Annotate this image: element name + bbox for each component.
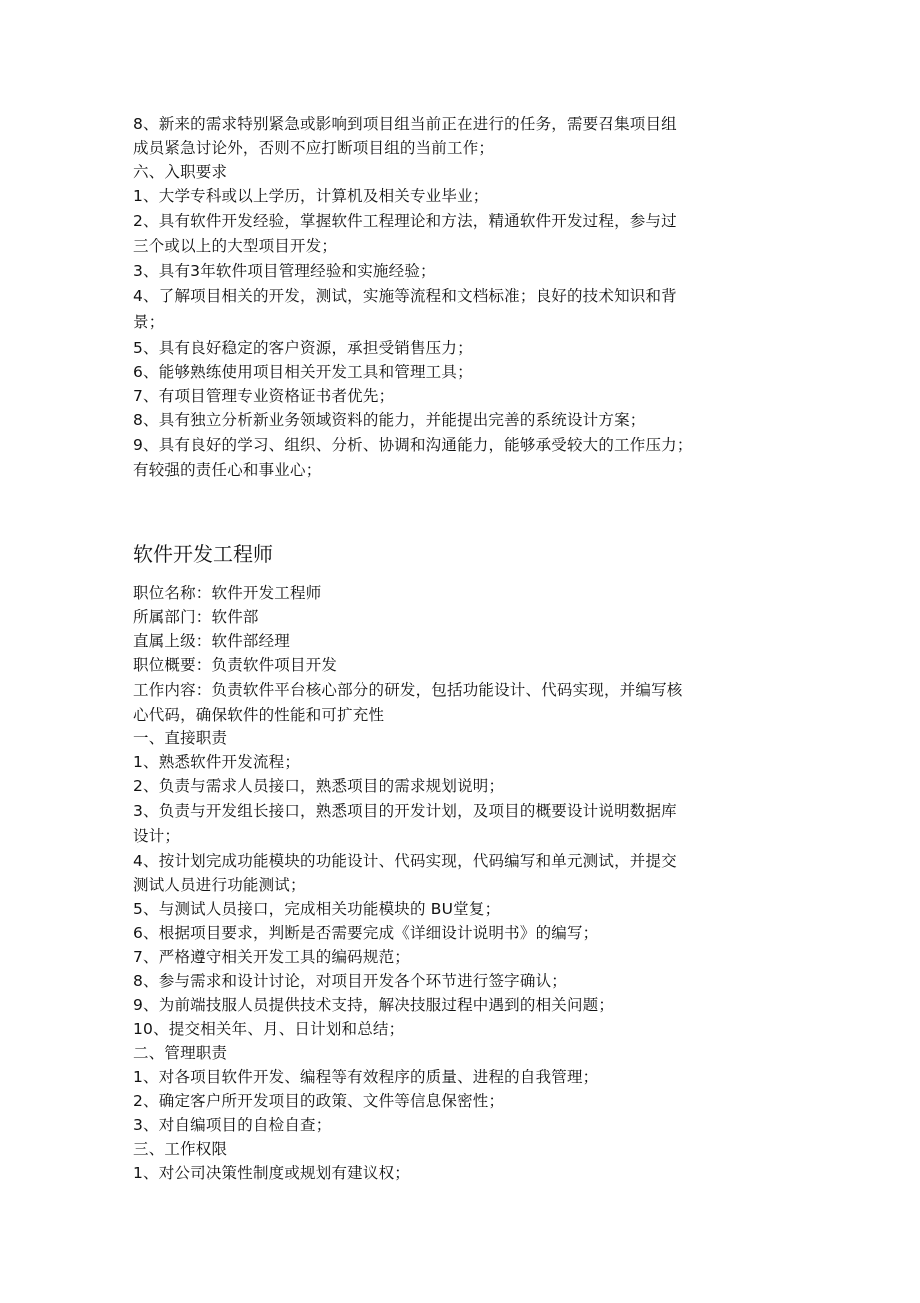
text-line: 7、严格遵守相关开发工具的编码规范； <box>133 948 410 966</box>
text-line: 10、提交相关年、月、日计划和总结； <box>133 1020 405 1038</box>
text-line: 8、新来的需求特别紧急或影响到项目组当前正在进行的任务，需要召集项目组 <box>133 115 677 133</box>
text-line: 2、负责与需求人员接口，熟悉项目的需求规划说明； <box>133 777 505 795</box>
text-line: 所属部门：软件部 <box>133 608 259 626</box>
text-line: 有较强的责任心和事业心； <box>133 461 322 479</box>
text-line: 1、对公司决策性制度或规划有建议权； <box>133 1164 410 1182</box>
text-line: 直属上级：软件部经理 <box>133 632 291 650</box>
text-line: 设计； <box>133 827 181 845</box>
text-line: 9、具有良好的学习、组织、分析、协调和沟通能力，能够承受较大的工作压力； <box>133 436 693 454</box>
section-heading: 一、直接职责 <box>133 729 228 747</box>
section-heading: 二、管理职责 <box>133 1044 228 1062</box>
text-line: 7、有项目管理专业资格证书者优先； <box>133 387 395 405</box>
text-line: 成员紧急讨论外，否则不应打断项目组的当前工作； <box>133 139 495 157</box>
text-line: 2、具有软件开发经验，掌握软件工程理论和方法，精通软件开发过程，参与过 <box>133 212 677 230</box>
text-line: 测试人员进行功能测试； <box>133 876 306 894</box>
text-line: 5、具有良好稳定的客户资源，承担受销售压力； <box>133 339 473 357</box>
text-line: 4、了解项目相关的开发，测试，实施等流程和文档标准；良好的技术知识和背 <box>133 287 677 305</box>
text-line: 8、参与需求和设计讨论，对项目开发各个环节进行签字确认； <box>133 972 567 990</box>
text-line: 职位概要：负责软件项目开发 <box>133 656 338 674</box>
text-line: 景； <box>133 313 165 331</box>
text-line: 1、熟悉软件开发流程； <box>133 753 301 771</box>
text-line: 三个或以上的大型项目开发； <box>133 237 338 255</box>
text-line: 职位名称：软件开发工程师 <box>133 584 322 602</box>
text-line: 1、大学专科或以上学历，计算机及相关专业毕业； <box>133 187 489 205</box>
text-line: 1、对各项目软件开发、编程等有效程序的质量、进程的自我管理； <box>133 1068 599 1086</box>
text-line: 工作内容：负责软件平台核心部分的研发，包括功能设计、代码实现，并编写核 <box>133 681 683 699</box>
text-line: 6、根据项目要求，判断是否需要完成《详细设计说明书》的编写； <box>133 924 599 942</box>
text-line: 2、确定客户所开发项目的政策、文件等信息保密性； <box>133 1092 505 1110</box>
text-line: 6、能够熟练使用项目相关开发工具和管理工具； <box>133 363 473 381</box>
section-heading: 六、入职要求 <box>133 163 228 181</box>
text-line: 3、对自编项目的自检自查； <box>133 1116 332 1134</box>
text-line: 8、具有独立分析新业务领域资料的能力，并能提出完善的系统设计方案； <box>133 411 646 429</box>
text-line: 5、与测试人员接口，完成相关功能模块的 BU堂复； <box>133 900 501 918</box>
page-title: 软件开发工程师 <box>133 542 273 566</box>
text-line: 心代码，确保软件的性能和可扩充性 <box>133 706 385 724</box>
section-heading: 三、工作权限 <box>133 1140 228 1158</box>
text-line: 3、具有3年软件项目管理经验和实施经验； <box>133 262 436 280</box>
text-line: 9、为前端技服人员提供技术支持，解决技服过程中遇到的相关问题； <box>133 996 615 1014</box>
text-line: 4、按计划完成功能模块的功能设计、代码实现，代码编写和单元测试，并提交 <box>133 852 677 870</box>
text-line: 3、负责与开发组长接口，熟悉项目的开发计划，及项目的概要设计说明数据库 <box>133 802 677 820</box>
